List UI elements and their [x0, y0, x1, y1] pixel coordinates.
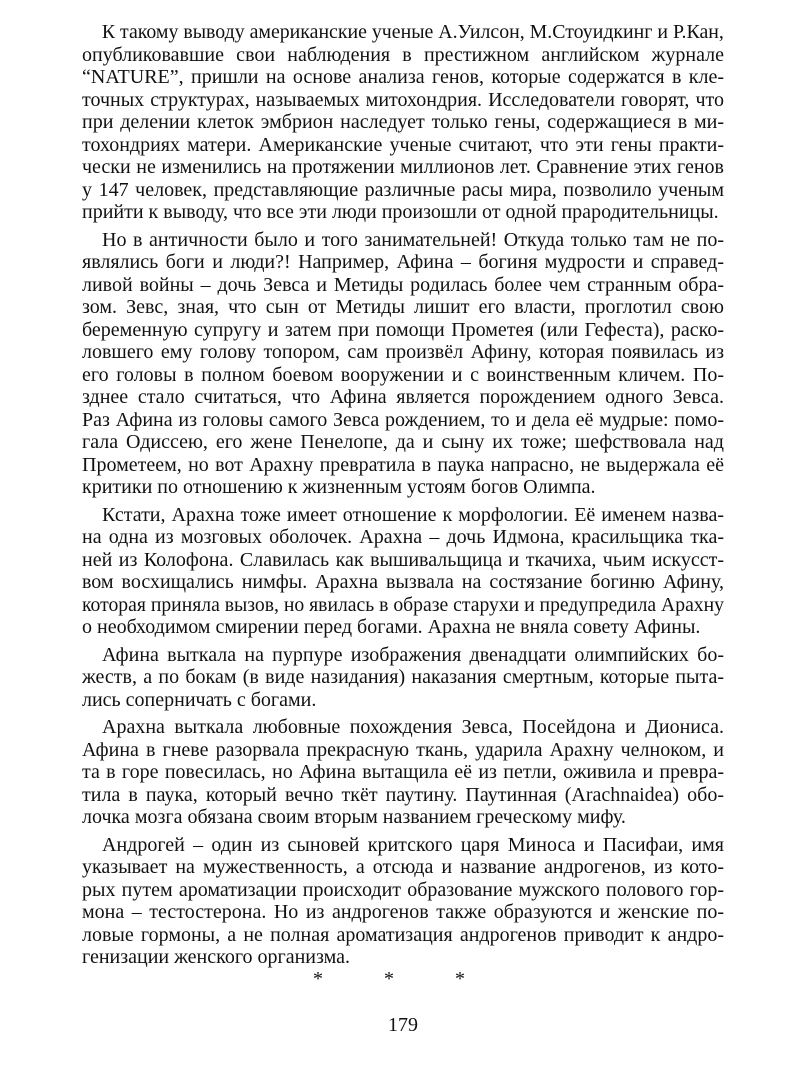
text-line: тила в паука, который вечно ткёт паутину. Паутинная (Arachnaidea) обо-	[82, 783, 724, 806]
text-line: его головы в полном боевом вооружении и с воинственным кличем. По-	[82, 363, 724, 386]
text-line: опубликовавшие свои наблюдения в престижном английском журнале	[82, 43, 724, 66]
book-page	[82, 0, 724, 1083]
text-line: беременную супругу и затем при помощи Прометея (или Гефеста), раско-	[82, 318, 724, 341]
section-separator: * * *	[313, 968, 493, 990]
text-line: Кстати, Арахна тоже имеет отношение к морфологии. Её именем назва-	[102, 503, 724, 526]
text-line: гала Одиссею, его жене Пенелопе, да и сыну их тоже; шефствовала над	[82, 431, 724, 453]
paragraph	[82, 229, 724, 499]
text-line: Прометеем, но вот Арахну превратила в паука напрасно, не выдержала её	[82, 453, 724, 476]
text-line: “NATURE”, пришли на основе анализа генов, которые содержатся в кле-	[82, 66, 724, 88]
text-line: зом. Зевс, зная, что сын от Метиды лишит его власти, проглотил свою	[82, 296, 724, 318]
page-text	[82, 21, 724, 974]
text-line: у 147 человек, представляющие различные расы мира, позволило ученым	[82, 178, 724, 201]
text-line: ловые гормоны, а не полная ароматизация андрогенов приводит к андро-	[82, 923, 724, 946]
text-line: та в горе повесилась, но Афина вытащила её из петли, оживила и превра-	[82, 761, 724, 783]
text-line: на одна из мозговых оболочек. Арахна – дочь Идмона, красильщика тка-	[82, 526, 724, 548]
text-line: тохондриях матери. Американские ученые считают, что эти гены практи-	[82, 133, 724, 156]
text-line: прийти к выводу, что все эти люди произошли от одной прародительницы.	[82, 201, 719, 223]
text-line: генизации женского организма.	[82, 946, 351, 968]
text-line: чески не изменились на протяжении миллионов лет. Сравнение этих генов	[82, 156, 724, 178]
paragraph	[82, 834, 724, 969]
text-line: лись соперничать с богами.	[82, 688, 317, 711]
text-line: которая приняла вызов, но явилась в образе старухи и предупредила Арахну	[82, 593, 724, 616]
text-line: зднее стало считаться, что Афина является порождением одного Зевса.	[82, 386, 724, 408]
text-line: Но в античности было и того занимательней! Откуда только там не по-	[102, 228, 724, 251]
text-line: вом восхищались нимфы. Арахна вызвала на состязание богиню Афину,	[82, 571, 724, 593]
paragraph	[82, 504, 724, 639]
text-line: лочка мозга обязана своим вторым названием греческому мифу.	[82, 806, 626, 828]
text-line: К такому выводу американские ученые А.Уилсон, М.Стоуидкинг и Р.Кан,	[101, 21, 724, 43]
text-line: Афина выткала на пурпуре изображения двенадцати олимпийских бо-	[102, 643, 724, 666]
text-line: ловшего ему голову топором, сам произвёл Афину, которая появилась из	[82, 341, 724, 363]
text-line: при делении клеток эмбрион наследует только гены, содержащиеся в ми-	[82, 111, 724, 133]
text-line: жеств, а по бокам (в виде назидания) наказания смертным, которые пыта-	[82, 666, 724, 688]
text-line: мона – тестостерона. Но из андрогенов также образуются и женские по-	[82, 901, 724, 923]
text-line: являлись боги и люди?! Например, Афина – богиня мудрости и справед-	[82, 251, 724, 273]
text-line: о необходимом смирении перед богами. Арахна не вняла совету Афины.	[82, 616, 701, 638]
paragraph	[82, 716, 724, 829]
text-line: Афина в гневе разорвала прекрасную ткань, ударила Арахну челноком, и	[82, 738, 724, 761]
text-line: Андрогей – один из сыновей критского царя Миноса и Пасифаи, имя	[102, 833, 724, 856]
paragraph	[82, 644, 724, 712]
paragraph	[82, 21, 724, 224]
page-number: 179	[388, 1014, 418, 1036]
text-line: точных структурах, называемых митохондрия. Исследователи говорят, что	[82, 88, 724, 111]
text-line: указывает на мужественность, а отсюда и название андрогенов, из кото-	[82, 856, 724, 878]
text-line: Раз Афина из головы самого Зевса рождением, то и дела её мудрые: помо-	[82, 408, 724, 431]
text-line: Арахна выткала любовные похождения Зевса, Посейдона и Диониса.	[102, 716, 724, 738]
text-line: ливой войны – дочь Зевса и Метиды родилась более чем странным обра-	[82, 273, 724, 296]
text-line: ней из Колофона. Славилась как вышивальщица и ткачиха, чьим искусст-	[82, 548, 724, 571]
text-line: рых путем ароматизации происходит образование мужского полового гор-	[82, 878, 724, 901]
text-line: критики по отношению к жизненным устоям богов Олимпа.	[82, 476, 596, 498]
